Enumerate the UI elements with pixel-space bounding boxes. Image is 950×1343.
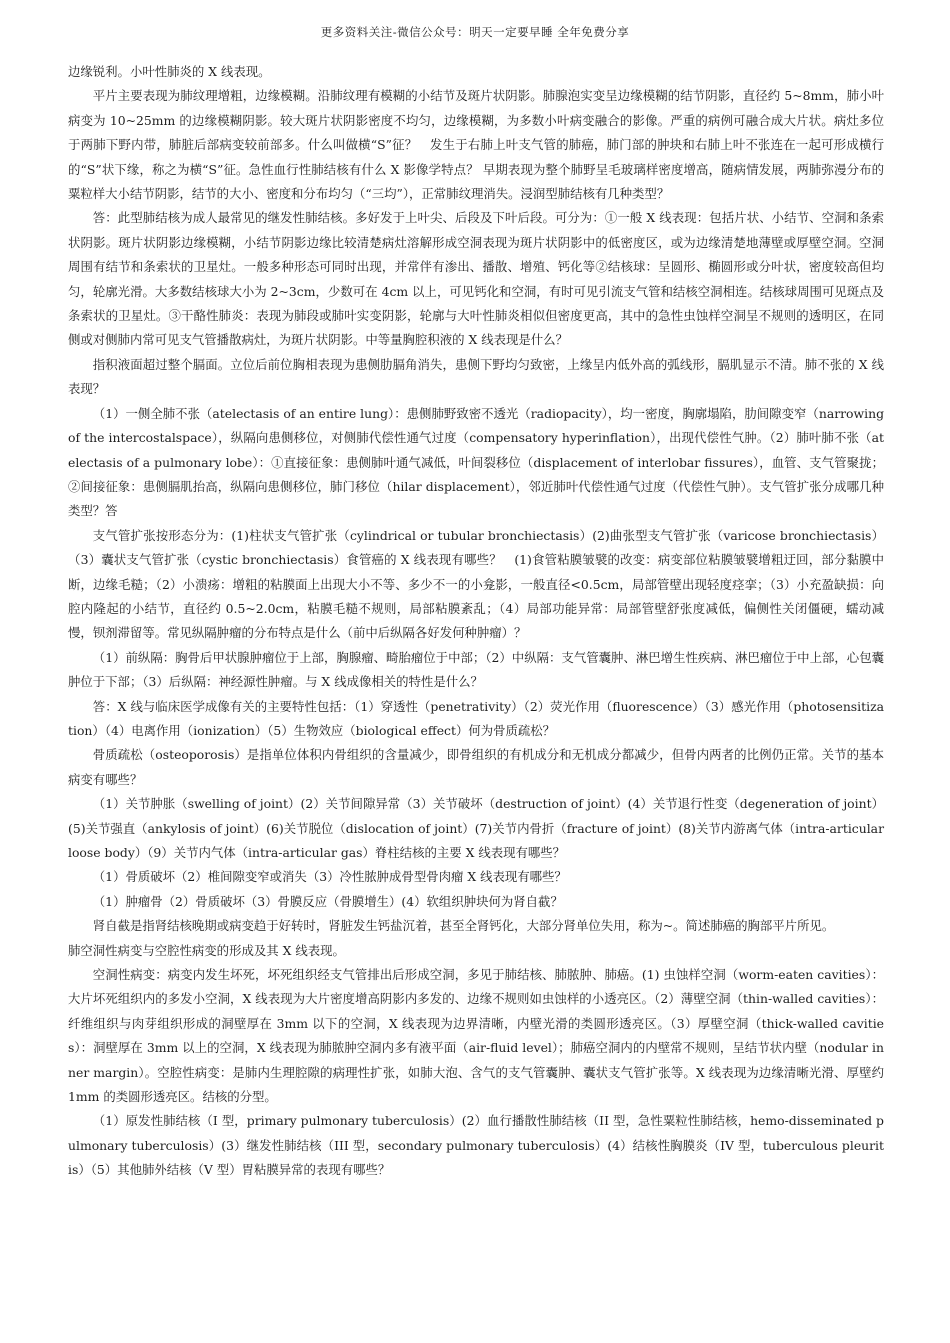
paragraph: 肾自截是指肾结核晚期或病变趋于好转时，肾脏发生钙盐沉着，甚至全肾钙化，大部分肾单位失用，称为~。简述肺癌的胸部平片所见。 [92, 918, 835, 934]
paragraph: （1）一侧全肺不张（atelectasis of an entire lung）：患侧肺野致密不透光（radiopacity），均一密度，胸廓塌陷，肋间隙变窄（narrowing of the intercostalspace），纵隔向患侧移位，对侧肺代偿性通气过度（compensatory hyperinflation），出现代偿性气肿。（2）肺叶肺不张（atelectasis of a pulmonary lobe）：①直接征象：患侧肺叶通气减低，叶间裂移位（displacement of interlobar fissures），血管、支气管聚拢；②间接征象：患侧膈肌抬高，纵隔向患侧移位，肺门移位（hilar displacement），邻近肺叶代偿性通气过度（代偿性气肿）。支气管扩张分成哪几种类型？答 [68, 405, 884, 519]
paragraph: 空洞性病变：病变内发生坏死，坏死组织经支气管排出后形成空洞，多见于肺结核、肺脓肿、肺癌。(1) 虫蚀样空洞（worm-eaten cavities）：大片坏死组织内的多发小空洞，X 线表现为大片密度增高阴影内多发的、边缘不规则如虫蚀样的小透亮区。（2）薄壁空洞（thin-walled cavities）：纤维组织与肉芽组织形成的洞壁厚在 3mm 以下的空洞，X 线表现为边界清晰，内壁光滑的类圆形透亮区。（3）厚壁空洞（thick-walled cavities）：洞壁厚在 3mm 以上的空洞，X 线表现为肺脓肿空洞内多有液平面（air-fluid level）；肺癌空洞内的内壁常不规则，呈结节状内壁（nodular inner margin）。空腔性病变：是肺内生理腔隙的病理性扩张，如肺大泡、含气的支气管囊肿、囊状支气管扩张等。X 线表现为边缘清晰光滑、厚壁约 1mm 的类圆形透亮区。结核的分型。 [68, 967, 884, 1105]
paragraph: 骨质疏松（osteoporosis）是指单位体积内骨组织的含量减少，即骨组织的有机成分和无机成分都减少，但骨内两者的比例仍正常。关节的基本病变有哪些？ [68, 747, 884, 787]
paragraph: （1）原发性肺结核（I 型，primary pulmonary tuberculosis）(2）血行播散性肺结核（II 型，急性粟粒性肺结核，hemo-disseminated pulmonary tuberculosis）(3）继发性肺结核（III 型，secondary pulmonary tuberculosis）(4）结核性胸膜炎（IV 型，tuberculous pleuritis）（5）其他肺外结核（V 型）胃粘膜异常的表现有哪些？ [68, 1113, 884, 1178]
paragraph: 支气管扩张按形态分为：(1)柱状支气管扩张（cylindrical or tubular bronchiectasis）(2)曲张型支气管扩张（varicose bronchiectasis）（3）囊状支气管扩张（cystic bronchiectasis）食管癌的 X 线表现有哪些？ (1)食管粘膜皱襞的改变：病变部位粘膜皱襞增粗迂回，部分黏膜中断，边缘毛糙；（2）小溃疡：增粗的粘膜面上出现大小不等、多少不一的小龛影，一般直径<0.5cm，局部管壁出现轻度痉挛；（3）小充盈缺损：向腔内隆起的小结节，直径约 0.5~2.0cm，粘膜毛糙不规则，局部粘膜紊乱；（4）局部功能异常：局部管壁舒张度减低，偏侧性关闭僵硬，蠕动减慢，钡剂滞留等。常见纵隔肿瘤的分布特点是什么（前中后纵隔各好发何种肿瘤）？ [68, 527, 884, 641]
paragraph: （1）骨质破坏（2）椎间隙变窄或消失（3）冷性脓肿成骨型骨肉瘤 X 线表现有哪些？ [92, 869, 567, 885]
paragraph: 答：此型肺结核为成人最常见的继发性肺结核。多好发于上叶尖、后段及下叶后段。可分为：①一般 X 线表现：包括片状、小结节、空洞和条索状阴影。斑片状阴影边缘模糊，小结节阴影边缘比较清楚病灶溶解形成空洞表现为斑片状阴影中的低密度区，或为边缘清楚地薄壁或厚壁空洞。空洞周围有结节和条索状的卫星灶。一般多种形态可同时出现，并常伴有渗出、播散、增殖、钙化等②结核球：呈圆形、椭圆形或分叶状，密度较高但均匀，轮廓光滑。大多数结核球大小为 2~3cm，少数可在 4cm 以上，可见钙化和空洞，有时可见引流支气管和结核空洞相连。结核球周围可见斑点及条索状的卫星灶。③干酪性肺炎：表现为肺段或肺叶实变阴影，轮廓与大叶性肺炎相似但密度更高，其中的急性虫蚀样空洞呈不规则的透明区，在同侧或对侧肺内常可见支气管播散病灶，为斑片状阴影。中等量胸腔积液的 X 线表现是什么？ [68, 210, 884, 348]
page-header-banner: 更多资料关注-微信公众号：明天一定要早睡 全年免费分享 [320, 25, 630, 39]
paragraph: 答：X 线与临床医学成像有关的主要特性包括：（1）穿透性（penetrativity）（2）荧光作用（fluorescence）（3）感光作用（photosensitization）（4）电离作用（ionization）（5）生物效应（biological effect）何为骨质疏松？ [68, 698, 884, 738]
paragraph: 平片主要表现为肺纹理增粗，边缘模糊。沿肺纹理有模糊的小结节及斑片状阴影。肺腺泡实变呈边缘模糊的结节阴影，直径约 5~8mm，肺小叶病变为 10~25mm 的边缘模糊阴影。较大斑片状阴影密度不均匀，边缘模糊，为多数小叶病变融合的影像。严重的病例可融合成大片状。病灶多位于两肺下野内带，肺脏后部病变较前部多。什么叫做横“S”征？ 发生于右肺上叶支气管的肺癌，肺门部的肿块和右肺上叶不张连在一起可形成横行的“S”状下缘，称之为横“S”征。急性血行性肺结核有什么 X 影像学特点？ 早期表现为整个肺野呈毛玻璃样密度增高，随病情发展，两肺弥漫分布的粟粒样大小结节阴影，结节的大小、密度和分布均匀（“三均”），正常肺纹理消失。浸润型肺结核有几种类型？ [68, 88, 884, 202]
paragraph: 边缘锐利。小叶性肺炎的 X 线表现。 [68, 64, 271, 79]
paragraph: （1）前纵隔：胸骨后甲状腺肿瘤位于上部，胸腺瘤、畸胎瘤位于中部；（2）中纵隔：支气管囊肿、淋巴增生性疾病、淋巴瘤位于中上部，心包囊肿位于下部；（3）后纵隔：神经源性肿瘤。与 X 线成像相关的特性是什么？ [68, 649, 884, 690]
paragraph: 肺空洞性病变与空腔性病变的形成及其 X 线表现。 [68, 942, 345, 958]
paragraph: 指积液面超过整个膈面。立位后前位胸相表现为患侧肋膈角消失，患侧下野均匀致密，上缘呈内低外高的弧线形，膈肌显示不清。肺不张的 X 线表现？ [68, 356, 884, 397]
document-body [68, 60, 884, 1183]
paragraph: （1）肿瘤骨（2）骨质破坏（3）骨膜反应（骨膜增生）(4）软组织肿块何为肾自截？ [92, 893, 563, 909]
paragraph: （1）关节肿胀（swelling of joint）(2）关节间隙异常（3）关节破坏（destruction of joint）(4）关节退行性变（degeneration of joint）(5)关节强直（ankylosis of joint）(6)关节脱位（dislocation of joint）(7)关节内骨折（fracture of joint）(8)关节内游离气体（intra-articular loose body）（9）关节内气体（intra-articular gas）脊柱结核的主要 X 线表现有哪些？ [68, 796, 884, 860]
